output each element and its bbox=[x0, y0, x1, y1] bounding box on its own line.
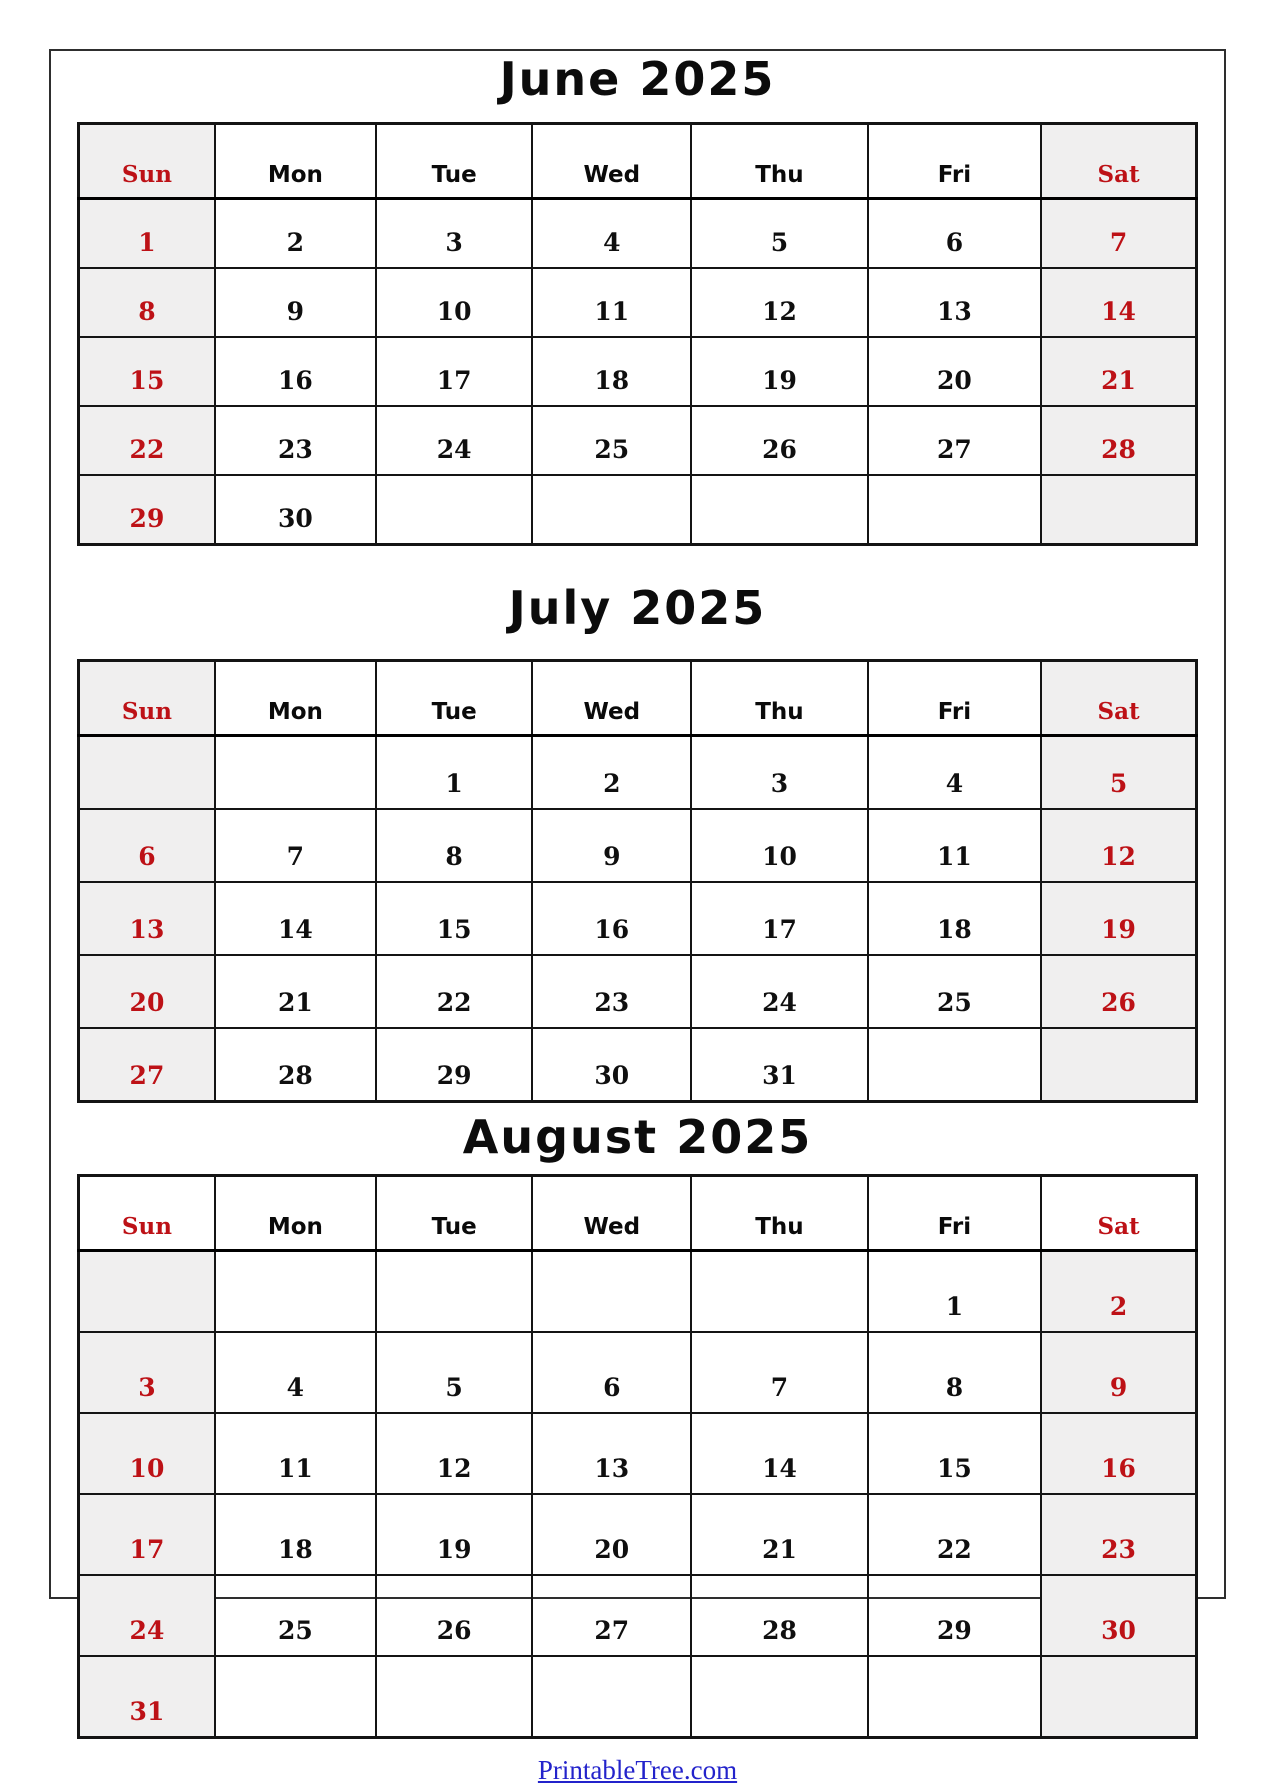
week-row bbox=[79, 1575, 1197, 1656]
weekday-header-mon: Mon bbox=[215, 1175, 376, 1250]
day-cell: 11 bbox=[215, 1413, 376, 1494]
weekday-header-thu: Thu bbox=[691, 1175, 868, 1250]
day-cell: 11 bbox=[532, 268, 691, 337]
week-row bbox=[79, 406, 1197, 475]
weekday-header-mon: Mon bbox=[215, 123, 376, 198]
empty-day-cell bbox=[1041, 1028, 1196, 1102]
day-cell: 14 bbox=[215, 882, 376, 955]
day-cell: 1 bbox=[376, 735, 533, 809]
empty-day-cell bbox=[79, 735, 215, 809]
empty-day-cell bbox=[215, 735, 376, 809]
weekday-header-row bbox=[79, 123, 1197, 198]
day-cell: 4 bbox=[868, 735, 1041, 809]
week-row bbox=[79, 1494, 1197, 1575]
day-cell: 8 bbox=[376, 809, 533, 882]
day-cell: 17 bbox=[376, 337, 533, 406]
day-cell: 25 bbox=[215, 1575, 376, 1656]
week-row bbox=[79, 882, 1197, 955]
day-cell: 13 bbox=[532, 1413, 691, 1494]
day-cell: 22 bbox=[79, 406, 215, 475]
weekday-header-sat: Sat bbox=[1041, 660, 1196, 735]
month-title: July 2025 bbox=[508, 580, 767, 635]
day-cell: 13 bbox=[868, 268, 1041, 337]
day-cell: 1 bbox=[868, 1250, 1041, 1332]
month-section-august bbox=[77, 1111, 1198, 1739]
empty-day-cell bbox=[868, 475, 1041, 545]
day-cell: 3 bbox=[79, 1332, 215, 1413]
day-cell: 24 bbox=[691, 955, 868, 1028]
empty-day-cell bbox=[1041, 1656, 1196, 1738]
day-cell: 14 bbox=[1041, 268, 1196, 337]
day-cell: 23 bbox=[215, 406, 376, 475]
week-row bbox=[79, 1656, 1197, 1738]
day-cell: 2 bbox=[1041, 1250, 1196, 1332]
weekday-header-sun: Sun bbox=[79, 123, 215, 198]
day-cell: 25 bbox=[532, 406, 691, 475]
empty-day-cell bbox=[532, 475, 691, 545]
empty-day-cell bbox=[376, 475, 533, 545]
day-cell: 21 bbox=[215, 955, 376, 1028]
weekday-header-sun: Sun bbox=[79, 660, 215, 735]
day-cell: 19 bbox=[376, 1494, 533, 1575]
day-cell: 15 bbox=[868, 1413, 1041, 1494]
day-cell: 6 bbox=[868, 198, 1041, 268]
day-cell: 28 bbox=[215, 1028, 376, 1102]
empty-day-cell bbox=[532, 1656, 691, 1738]
day-cell: 19 bbox=[1041, 882, 1196, 955]
day-cell: 14 bbox=[691, 1413, 868, 1494]
weekday-header-wed: Wed bbox=[532, 123, 691, 198]
week-row bbox=[79, 1250, 1197, 1332]
empty-day-cell bbox=[376, 1250, 533, 1332]
day-cell: 20 bbox=[532, 1494, 691, 1575]
month-section-june bbox=[77, 53, 1198, 546]
day-cell: 10 bbox=[376, 268, 533, 337]
day-cell: 23 bbox=[532, 955, 691, 1028]
day-cell: 9 bbox=[532, 809, 691, 882]
day-cell: 26 bbox=[1041, 955, 1196, 1028]
day-cell: 21 bbox=[691, 1494, 868, 1575]
day-cell: 15 bbox=[376, 882, 533, 955]
weekday-header-mon: Mon bbox=[215, 660, 376, 735]
day-cell: 16 bbox=[215, 337, 376, 406]
empty-day-cell bbox=[1041, 475, 1196, 545]
weekday-header-tue: Tue bbox=[376, 123, 533, 198]
day-cell: 22 bbox=[376, 955, 533, 1028]
week-row bbox=[79, 955, 1197, 1028]
day-cell: 4 bbox=[215, 1332, 376, 1413]
week-row bbox=[79, 1028, 1197, 1102]
empty-day-cell bbox=[376, 1656, 533, 1738]
day-cell: 17 bbox=[79, 1494, 215, 1575]
weekday-header-thu: Thu bbox=[691, 660, 868, 735]
day-cell: 31 bbox=[79, 1656, 215, 1738]
day-cell: 29 bbox=[376, 1028, 533, 1102]
day-cell: 26 bbox=[691, 406, 868, 475]
day-cell: 25 bbox=[868, 955, 1041, 1028]
day-cell: 12 bbox=[1041, 809, 1196, 882]
day-cell: 20 bbox=[79, 955, 215, 1028]
day-cell: 26 bbox=[376, 1575, 533, 1656]
day-cell: 10 bbox=[79, 1413, 215, 1494]
month-title: June 2025 bbox=[499, 52, 776, 106]
day-cell: 22 bbox=[868, 1494, 1041, 1575]
day-cell: 17 bbox=[691, 882, 868, 955]
day-cell: 18 bbox=[532, 337, 691, 406]
weekday-header-fri: Fri bbox=[868, 123, 1041, 198]
weekday-header-tue: Tue bbox=[376, 660, 533, 735]
day-cell: 27 bbox=[868, 406, 1041, 475]
day-cell: 20 bbox=[868, 337, 1041, 406]
day-cell: 5 bbox=[1041, 735, 1196, 809]
day-cell: 15 bbox=[79, 337, 215, 406]
day-cell: 19 bbox=[691, 337, 868, 406]
day-cell: 10 bbox=[691, 809, 868, 882]
day-cell: 7 bbox=[1041, 198, 1196, 268]
calendar-table bbox=[77, 122, 1198, 546]
weekday-header-wed: Wed bbox=[532, 660, 691, 735]
day-cell: 11 bbox=[868, 809, 1041, 882]
weekday-header-fri: Fri bbox=[868, 1175, 1041, 1250]
day-cell: 4 bbox=[532, 198, 691, 268]
day-cell: 24 bbox=[376, 406, 533, 475]
day-cell: 2 bbox=[532, 735, 691, 809]
day-cell: 7 bbox=[215, 809, 376, 882]
day-cell: 5 bbox=[691, 198, 868, 268]
empty-day-cell bbox=[215, 1250, 376, 1332]
day-cell: 8 bbox=[79, 268, 215, 337]
day-cell: 16 bbox=[1041, 1413, 1196, 1494]
weekday-header-row bbox=[79, 1175, 1197, 1250]
day-cell: 29 bbox=[868, 1575, 1041, 1656]
empty-day-cell bbox=[868, 1028, 1041, 1102]
month-section-july bbox=[77, 582, 1198, 1103]
day-cell: 28 bbox=[691, 1575, 868, 1656]
day-cell: 13 bbox=[79, 882, 215, 955]
week-row bbox=[79, 198, 1197, 268]
day-cell: 31 bbox=[691, 1028, 868, 1102]
day-cell: 7 bbox=[691, 1332, 868, 1413]
week-row bbox=[79, 337, 1197, 406]
weekday-header-sat: Sat bbox=[1041, 1175, 1196, 1250]
day-cell: 29 bbox=[79, 475, 215, 545]
day-cell: 16 bbox=[532, 882, 691, 955]
empty-day-cell bbox=[79, 1250, 215, 1332]
day-cell: 9 bbox=[1041, 1332, 1196, 1413]
day-cell: 23 bbox=[1041, 1494, 1196, 1575]
calendar-table bbox=[77, 1174, 1198, 1739]
empty-day-cell bbox=[691, 475, 868, 545]
empty-day-cell bbox=[691, 1656, 868, 1738]
day-cell: 3 bbox=[376, 198, 533, 268]
day-cell: 3 bbox=[691, 735, 868, 809]
weekday-header-row bbox=[79, 660, 1197, 735]
weekday-header-wed: Wed bbox=[532, 1175, 691, 1250]
empty-day-cell bbox=[691, 1250, 868, 1332]
weekday-header-sun: Sun bbox=[79, 1175, 215, 1250]
day-cell: 30 bbox=[215, 475, 376, 545]
day-cell: 1 bbox=[79, 198, 215, 268]
day-cell: 27 bbox=[532, 1575, 691, 1656]
day-cell: 9 bbox=[215, 268, 376, 337]
weekday-header-fri: Fri bbox=[868, 660, 1041, 735]
day-cell: 24 bbox=[79, 1575, 215, 1656]
weekday-header-tue: Tue bbox=[376, 1175, 533, 1250]
month-title: August 2025 bbox=[462, 1109, 813, 1164]
week-row bbox=[79, 268, 1197, 337]
week-row bbox=[79, 1413, 1197, 1494]
footer bbox=[77, 1755, 1198, 1786]
page-border-frame bbox=[49, 49, 1226, 1785]
day-cell: 18 bbox=[868, 882, 1041, 955]
day-cell: 30 bbox=[532, 1028, 691, 1102]
empty-day-cell bbox=[215, 1656, 376, 1738]
empty-day-cell bbox=[868, 1656, 1041, 1738]
week-row bbox=[79, 475, 1197, 545]
day-cell: 28 bbox=[1041, 406, 1196, 475]
footer-link[interactable]: PrintableTree.com bbox=[537, 1754, 738, 1785]
day-cell: 12 bbox=[691, 268, 868, 337]
week-row bbox=[79, 1332, 1197, 1413]
day-cell: 27 bbox=[79, 1028, 215, 1102]
week-row bbox=[79, 809, 1197, 882]
calendar-table bbox=[77, 659, 1198, 1103]
day-cell: 30 bbox=[1041, 1575, 1196, 1656]
weekday-header-thu: Thu bbox=[691, 123, 868, 198]
week-row bbox=[79, 735, 1197, 809]
months-container bbox=[77, 53, 1198, 1739]
day-cell: 5 bbox=[376, 1332, 533, 1413]
day-cell: 6 bbox=[532, 1332, 691, 1413]
day-cell: 18 bbox=[215, 1494, 376, 1575]
day-cell: 12 bbox=[376, 1413, 533, 1494]
day-cell: 6 bbox=[79, 809, 215, 882]
day-cell: 8 bbox=[868, 1332, 1041, 1413]
day-cell: 2 bbox=[215, 198, 376, 268]
day-cell: 21 bbox=[1041, 337, 1196, 406]
empty-day-cell bbox=[532, 1250, 691, 1332]
weekday-header-sat: Sat bbox=[1041, 123, 1196, 198]
